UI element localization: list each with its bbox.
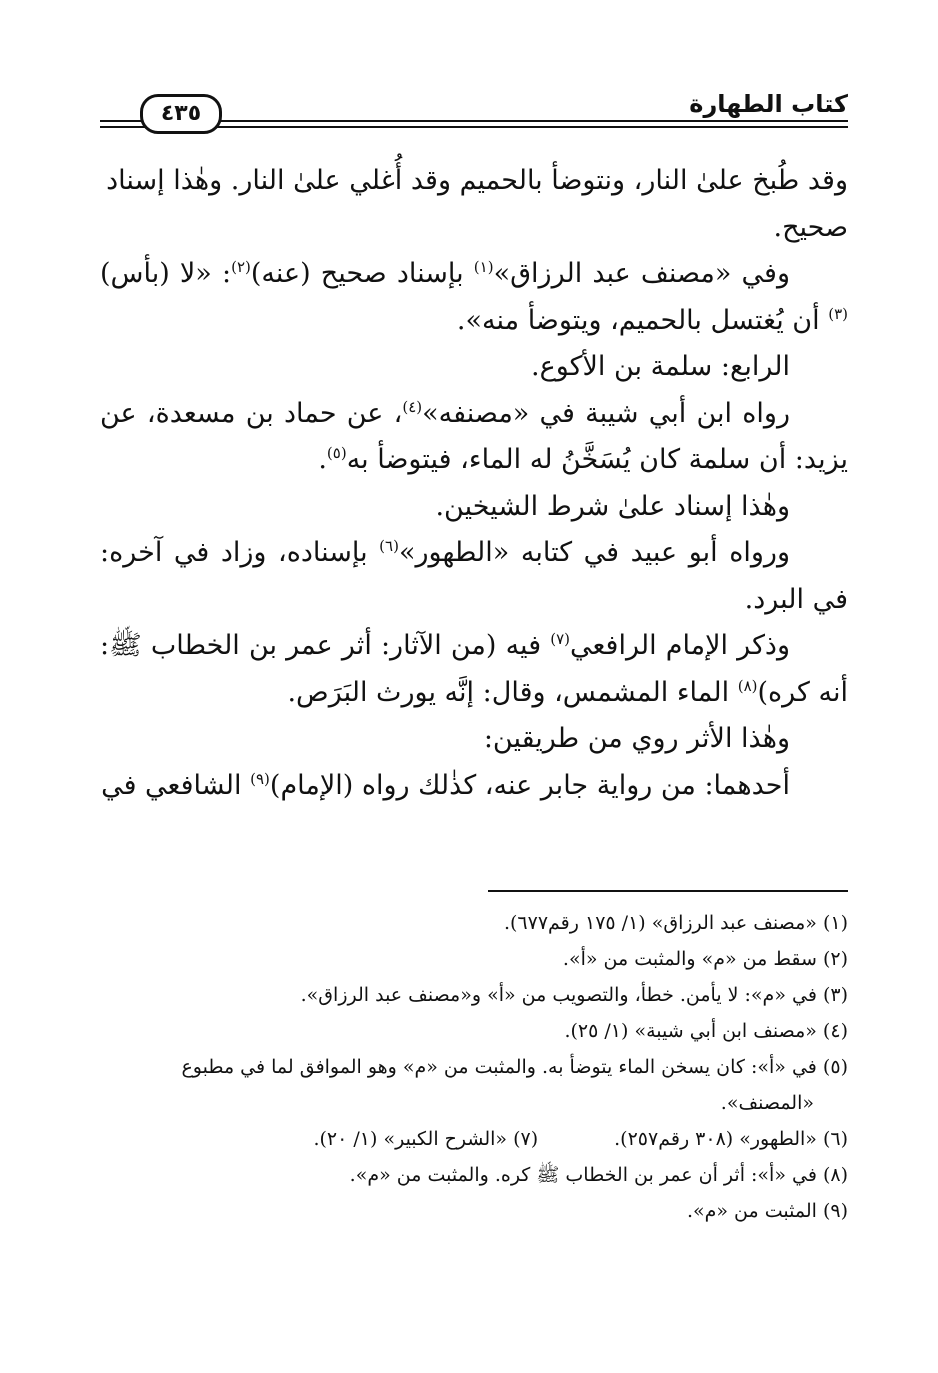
paragraph [100, 251, 848, 344]
footnote-ref: (٣) [828, 304, 848, 323]
footnote: (٢) سقط من «م» والمثبت من «أ». [562, 948, 848, 970]
text-run: فيه (من الآثار: أثر عمر بن الخطاب ﷺ: أنه كره) [100, 630, 848, 708]
footnote: (٧) «الشرح الكبير» (١/ ٢٠). [313, 1128, 539, 1150]
footnote-ref: (١) [473, 258, 494, 276]
text-run: بإسناده، وزاد في آخره: في البرد. [100, 537, 848, 615]
footnote: (٤) «مصنف ابن أبي شيبة» (١/ ٢٥). [564, 1020, 848, 1042]
footnotes [100, 905, 848, 1229]
footnote: (٦) «الطهور» (٣٠٨ رقم٢٥٧). [614, 1128, 848, 1150]
footnote-pair [100, 1121, 848, 1157]
footnote: (٩) المثبت من «م». [686, 1200, 848, 1222]
text-run: ، عن حماد بن مسعدة، عن يزيد: أن سلمة كان يُسَخَّنُ له الماء، فيتوضأ به [100, 397, 848, 475]
text-run: الماء المشمس، وقال: إنَّه يورث البَرَص. [287, 676, 738, 708]
paragraph [100, 530, 848, 623]
text-line: وقد طُبخ علىٰ النار، ونتوضأ بالحميم وقد أُغلي علىٰ النار. وهٰذا إسناد [106, 165, 848, 196]
paragraph [100, 158, 848, 251]
main-text [100, 158, 848, 809]
paragraph [100, 623, 848, 716]
text-run: أن يُغتسل بالحميم، ويتوضأ منه». [456, 304, 829, 336]
paragraph [100, 391, 848, 484]
footnote-ref: (٦) [379, 537, 399, 555]
paragraph: وهٰذا الأثر روي من طريقين: [483, 723, 790, 754]
footnote-ref: (٢) [231, 258, 251, 276]
text-run: وفي «مصنف عبد الرزاق» [493, 258, 790, 289]
page-number: ٤٣٥ [140, 94, 222, 134]
footnote-ref: (٤) [402, 397, 423, 416]
paragraph [100, 763, 848, 810]
footnote: (١) «مصنف عبد الرزاق» (١/ ١٧٥ رقم٦٧٧). [503, 912, 848, 934]
text-run: : «لا (بأس) [100, 258, 232, 289]
paragraph: وهٰذا إسناد علىٰ شرط الشيخين. [435, 490, 790, 522]
footnote-ref: (٧) [550, 630, 571, 648]
text-run: رواه ابن أبي شيبة في «مصنفه» [422, 397, 790, 429]
text-line: صحيح. [773, 211, 848, 243]
text-run: أحدهما: من رواية جابر عنه، كذٰلك رواه (الإمام) [269, 769, 790, 801]
text-run: . [318, 444, 327, 475]
footnote-separator [488, 890, 848, 892]
footnote: (٥) في «أ»: كان يسخن الماء يتوضأ به. والمثبت من «م» وهو الموافق لما في مطبوع [181, 1056, 848, 1078]
footnote-ref: (٩) [250, 769, 270, 788]
page-header [100, 84, 848, 134]
text-run: وذكر الإمام الرافعي [570, 630, 790, 661]
chapter-title: كتاب الطهارة [689, 90, 848, 118]
footnote: (٨) في «أ»: أثر أن عمر بن الخطاب ﷺ كره. والمثبت من «م». [349, 1164, 848, 1186]
text-run: بإسناد صحيح (عنه) [250, 258, 474, 289]
footnote-ref: (٨) [737, 676, 758, 695]
footnote: (٣) في «م»: لا يأمن. خطأ، والتصويب من «أ» و«مصنف عبد الرزاق». [300, 984, 848, 1006]
text-run: ورواه أبو عبيد في كتابه «الطهور» [398, 537, 790, 568]
text-run: الشافعي في [101, 769, 251, 801]
footnote-ref: (٥) [326, 444, 347, 462]
footnote-continuation: «المصنف». [720, 1092, 814, 1114]
section-heading: الرابع: سلمة بن الأكوع. [531, 351, 790, 382]
